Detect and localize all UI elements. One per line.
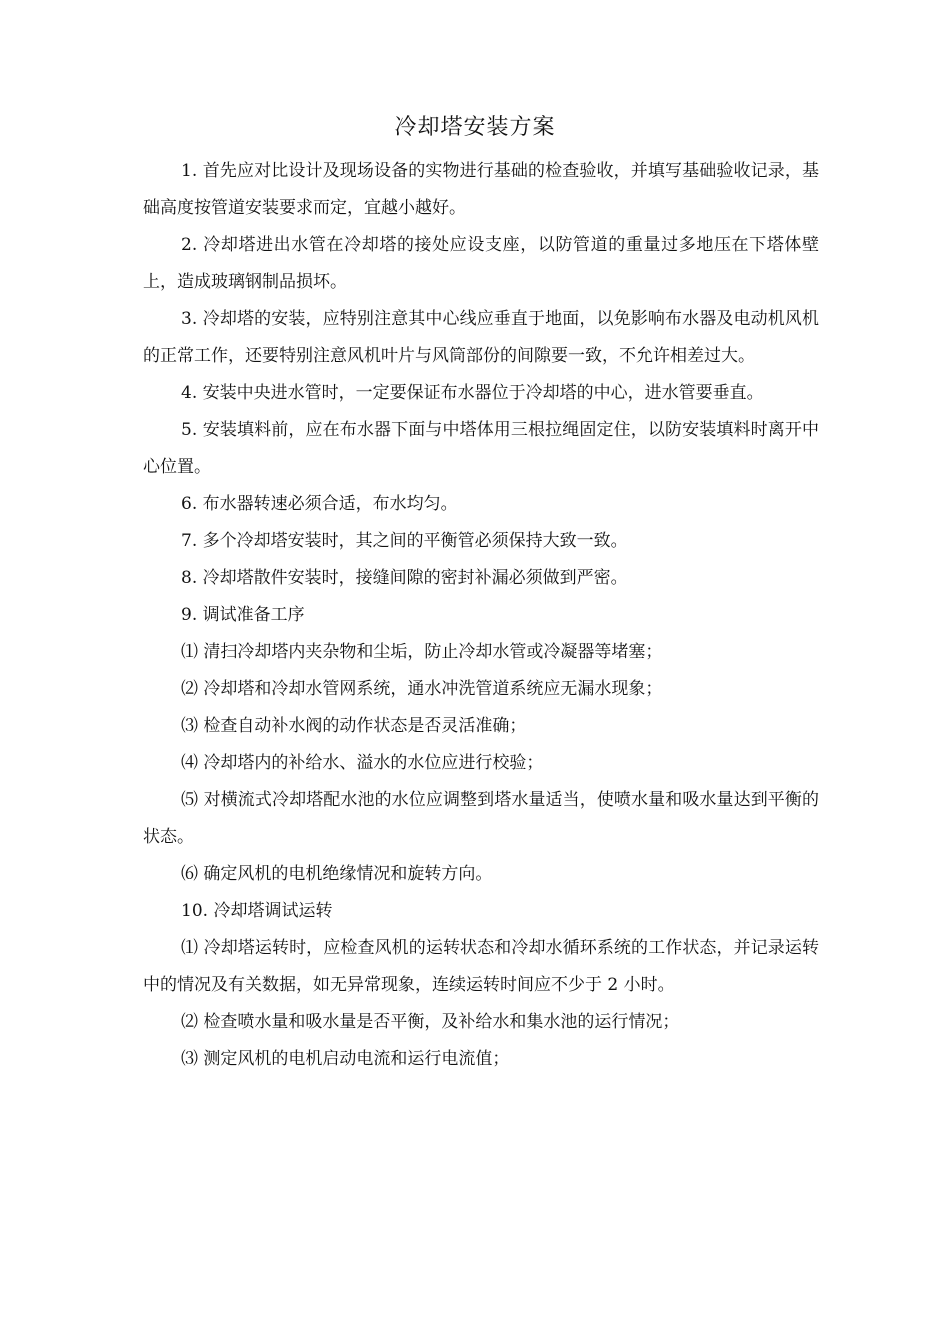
list-item-10-2: ⑵ 检查喷水量和吸水量是否平衡，及补给水和集水池的运行情况； [181,1012,680,1032]
paragraph-7: 7. 多个冷却塔安装时，其之间的平衡管必须保持大致一致。 [181,531,628,551]
paragraph-4: 4. 安装中央进水管时，一定要保证布水器位于冷却塔的中心，进水管要垂直。 [181,383,764,403]
paragraph-3: 3. 冷却塔的安装，应特别注意其中心线应垂直于地面，以免影响布水器及电动机风机的正常工作，还要特别注意风机叶片与风筒部份的间隙要一致，不允许相差过大。 [143,309,819,366]
list-item-9-6: ⑹ 确定风机的电机绝缘情况和旋转方向。 [181,864,493,884]
document-title: 冷却塔安装方案 [394,115,556,140]
list-item-10-3: ⑶ 测定风机的电机启动电流和运行电流值； [181,1049,510,1069]
section-heading-9: 9. 调试准备工序 [181,605,305,625]
list-item-10-1: ⑴ 冷却塔运转时，应检查风机的运转状态和冷却水循环系统的工作状态，并记录运转中的情况及有关数据，如无异常现象，连续运转时间应不少于 2 小时。 [143,938,819,995]
paragraph-1: 1. 首先应对比设计及现场设备的实物进行基础的检查验收，并填写基础验收记录，基础高度按管道安装要求而定，宜越小越好。 [143,161,819,218]
list-item-9-2: ⑵ 冷却塔和冷却水管网系统，通水冲洗管道系统应无漏水现象； [181,679,663,699]
paragraph-2: 2. 冷却塔进出水管在冷却塔的接处应设支座，以防管道的重量过多地压在下塔体壁上，造成玻璃钢制品损坏。 [143,235,819,292]
paragraph-8: 8. 冷却塔散件安装时，接缝间隙的密封补漏必须做到严密。 [181,568,628,588]
list-item-9-1: ⑴ 清扫冷却塔内夹杂物和尘垢，防止冷却水管或冷凝器等堵塞； [181,642,663,662]
section-heading-10: 10. 冷却塔调试运转 [181,901,333,921]
list-item-9-4: ⑷ 冷却塔内的补给水、溢水的水位应进行校验； [181,753,544,773]
list-item-9-5: ⑸ 对横流式冷却塔配水池的水位应调整到塔水量适当，使喷水量和吸水量达到平衡的状态。 [143,790,819,847]
paragraph-6: 6. 布水器转速必须合适，布水均匀。 [181,494,458,514]
paragraph-5: 5. 安装填料前，应在布水器下面与中塔体用三根拉绳固定住，以防安装填料时离开中心位置。 [143,420,819,477]
list-item-9-3: ⑶ 检查自动补水阀的动作状态是否灵活准确； [181,716,527,736]
document-body [143,153,819,1078]
